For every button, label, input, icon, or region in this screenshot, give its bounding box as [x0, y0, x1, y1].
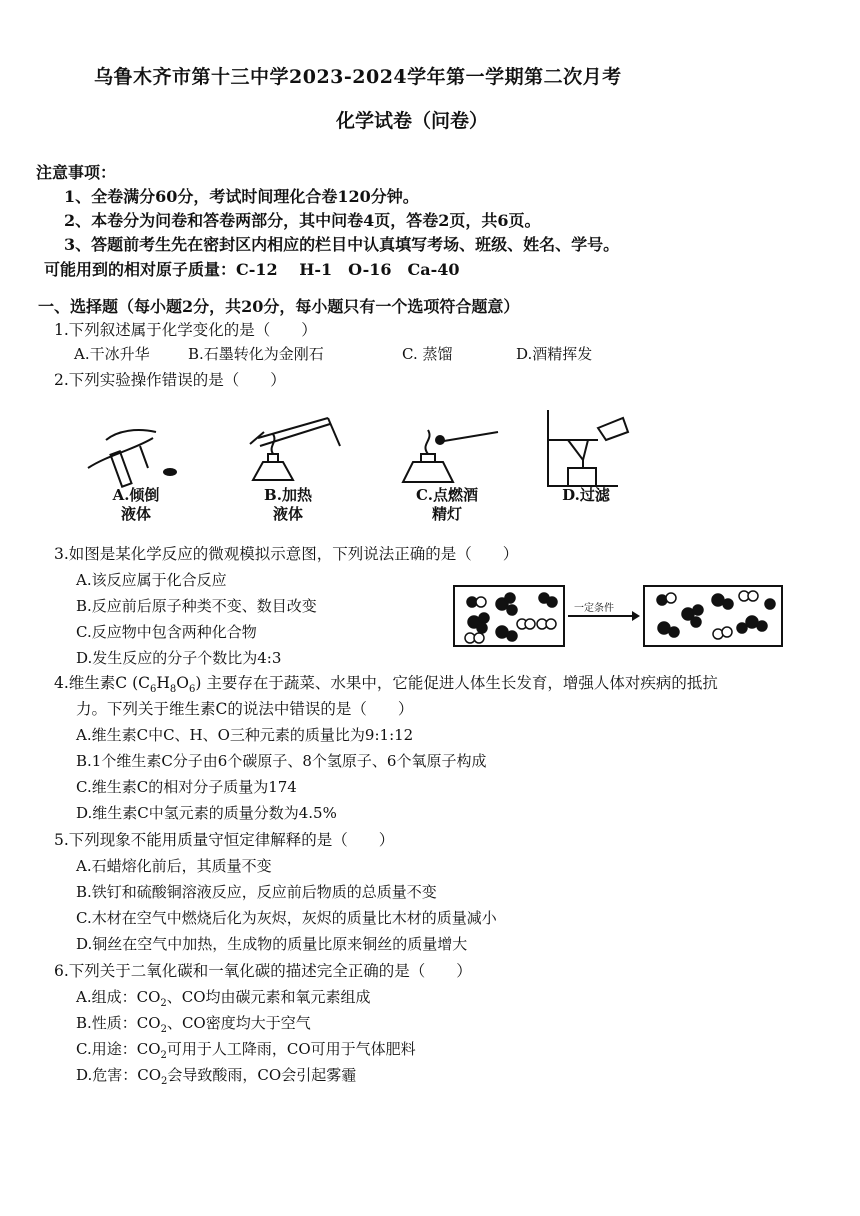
reactant-molecules: [465, 593, 557, 643]
q5-option-d: D.铜丝在空气中加热，生成物的质量比原来铜丝的质量增大: [76, 935, 468, 953]
q5-stem: 5.下列现象不能用质量守恒定律解释的是（ ）: [54, 831, 395, 849]
q3-stem: 3.如图是某化学反应的微观模拟示意图，下列说法正确的是（ ）: [54, 545, 519, 563]
pouring-liquid-icon: [88, 430, 176, 487]
q1-option-a: A.干冰升华: [74, 345, 150, 363]
q4-option-a: A.维生素C中C、H、O三种元素的质量比为9:1:12: [76, 726, 414, 744]
q4-h: H: [156, 674, 170, 692]
q2-label-c-line2: 精灯: [431, 505, 462, 523]
q4-stem-line2: 力。下列关于维生素C的说法中错误的是（ ）: [76, 700, 414, 718]
q4-o: O: [176, 674, 189, 692]
q4-stem-post: ) 主要存在于蔬菜、水果中，它能促进人体生长发育，增强人体对疾病的抵抗: [195, 674, 718, 692]
q2-label-d: [546, 486, 626, 505]
q6-a-pre: A.组成：CO: [76, 988, 161, 1006]
reaction-diagram: [452, 584, 784, 648]
exam-title: 乌鲁木齐市第十三中学2023-2024学年第一学期第二次月考: [94, 66, 622, 88]
q2-label-c-line1: C.点燃酒: [416, 486, 478, 504]
q1-stem: 1.下列叙述属于化学变化的是（ ）: [54, 321, 317, 339]
atomic-mass-line: 可能用到的相对原子质量：C-12 H-1 O-16 Ca-40: [44, 260, 460, 279]
q6-c-pre: C.用途：CO: [76, 1040, 161, 1058]
q2-label-b-line2: 液体: [272, 505, 303, 523]
exam-subtitle: 化学试卷（问卷）: [336, 110, 489, 132]
q6-d-pre: D.危害：CO: [76, 1066, 162, 1084]
q4-sub-o: 6: [188, 684, 196, 696]
q4-stem: [54, 671, 718, 695]
q6-c-sub: 2: [160, 1050, 167, 1061]
q6-d-sub: 2: [161, 1076, 168, 1087]
q2-label-a: [96, 486, 176, 524]
q6-stem: 6.下列关于二氧化碳和一氧化碳的描述完全正确的是（ ）: [54, 962, 472, 980]
alcohol-lamp-icon: [403, 430, 498, 482]
filtration-icon: [548, 410, 628, 486]
q3-option-a: A.该反应属于化合反应: [76, 571, 227, 589]
q2-label-c: [392, 486, 502, 524]
q4-option-d: D.维生素C中氢元素的质量分数为4.5%: [76, 804, 337, 822]
q3-option-b: B.反应前后原子种类不变、数目改变: [76, 597, 317, 615]
product-molecules: [657, 591, 775, 639]
q4-option-c: C.维生素C的相对分子质量为174: [76, 778, 297, 796]
q6-option-c: [76, 1038, 416, 1061]
q6-a-sub: 2: [160, 998, 167, 1009]
q6-c-post: 可用于人工降雨，CO可用于气体肥料: [166, 1040, 416, 1058]
q4-sub-h: 8: [169, 684, 177, 696]
q2-label-b-line1: B.加热: [264, 486, 312, 504]
q2-label-b: [248, 486, 328, 524]
q6-b-pre: B.性质：CO: [76, 1014, 161, 1032]
q6-option-b: [76, 1012, 311, 1035]
q3-option-c: C.反应物中包含两种化合物: [76, 623, 257, 641]
heating-liquid-icon: [250, 418, 340, 480]
q5-option-a: A.石蜡熔化前后，其质量不变: [76, 857, 272, 875]
q4-option-b: B.1个维生素C分子由6个碳原子、8个氢原子、6个氧原子构成: [76, 752, 487, 770]
q6-b-sub: 2: [160, 1024, 167, 1035]
arrow-label: 一定条件: [574, 603, 614, 614]
q6-option-d: [76, 1064, 356, 1087]
lab-operations-figure: [78, 410, 638, 490]
q5-option-c: C.木材在空气中燃烧后化为灰烬，灰烬的质量比木材的质量减小: [76, 909, 497, 927]
q2-label-d-line1: D.过滤: [562, 486, 610, 504]
q6-d-post: 会导致酸雨，CO会引起雾霾: [167, 1066, 357, 1084]
q6-option-a: [76, 986, 371, 1009]
q4-stem-pre: 4.维生素C (C: [54, 674, 150, 692]
section-heading: 一、选择题（每小题2分，共20分，每小题只有一个选项符合题意）: [38, 297, 520, 316]
q2-label-a-line2: 液体: [120, 505, 151, 523]
q1-option-d: D.酒精挥发: [516, 345, 593, 363]
notes-heading: 注意事项：: [36, 163, 117, 182]
note-item-3: 3、答题前考生先在密封区内相应的栏目中认真填写考场、班级、姓名、学号。: [64, 235, 620, 254]
q1-option-c: C. 蒸馏: [402, 345, 453, 363]
q5-option-b: B.铁钉和硫酸铜溶液反应，反应前后物质的总质量不变: [76, 883, 437, 901]
q1-option-b: B.石墨转化为金刚石: [188, 345, 324, 363]
note-item-1: 1、全卷满分60分，考试时间理化合卷120分钟。: [64, 187, 419, 206]
q6-b-post: 、CO密度均大于空气: [166, 1014, 311, 1032]
q2-stem: 2.下列实验操作错误的是（ ）: [54, 371, 286, 389]
note-item-2: 2、本卷分为问卷和答卷两部分，其中问卷4页，答卷2页，共6页。: [64, 211, 541, 230]
q4-sub-c: 6: [149, 684, 157, 696]
q2-label-a-line1: A.倾倒: [112, 486, 160, 504]
q6-a-post: 、CO均由碳元素和氧元素组成: [166, 988, 371, 1006]
q3-option-d: D.发生反应的分子个数比为4:3: [76, 649, 282, 667]
